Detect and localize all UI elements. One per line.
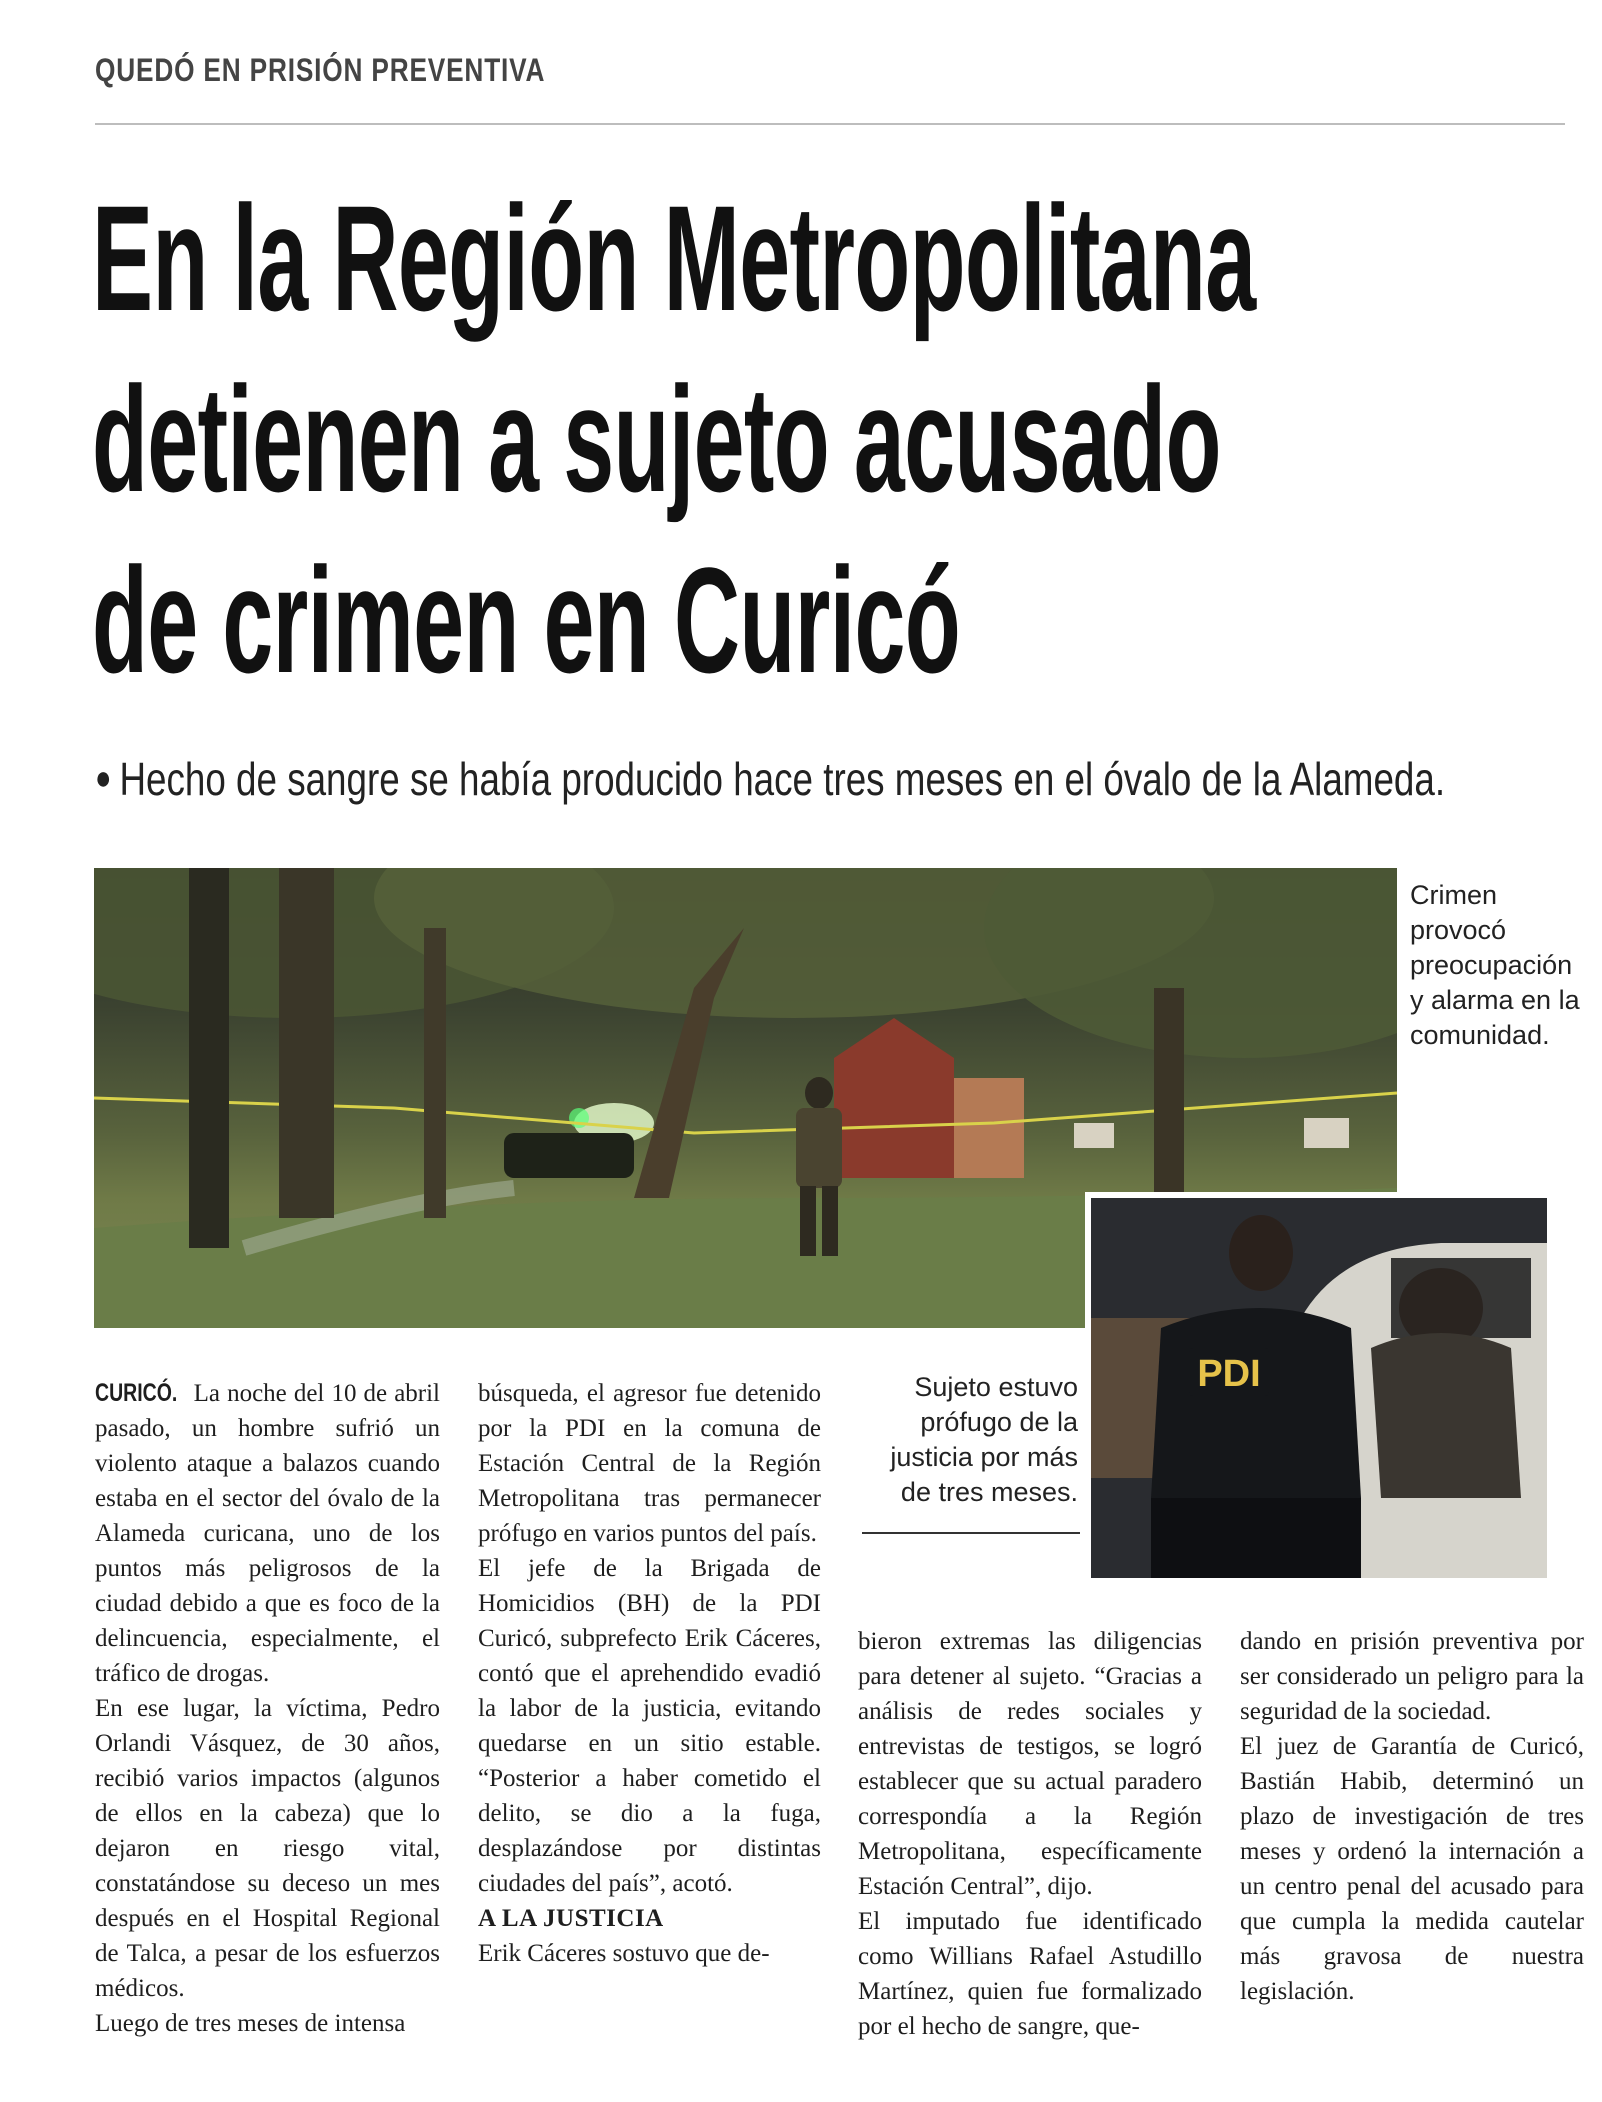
article-paragraph: El imputado fue identificado como Willians Rafael Astudillo Martínez, quien fue formalizado por el hecho de sangre, que- [858,1908,1202,2040]
article-paragraph: El jefe de la Brigada de Homicidios (BH) de la PDI Curicó, subprefecto Erik Cáceres, contó que el aprehendido evadió la labor de la justicia, evitando quedarse en un sitio estable. “Posterior a haber cometido el delito, se dio a la fuga, desplazándose por distintas ciudades del país”, acotó. [478,1555,821,1897]
headline-line-3: de crimen en Curicó [92,536,961,704]
article-paragraph: Luego de tres meses de intensa [95,2010,406,2037]
kicker: QUEDÓ EN PRISIÓN PREVENTIVA [95,52,546,88]
arrest-illustration [1091,1198,1547,1578]
subheadline [95,752,1445,806]
article-column-1 [95,1376,440,2041]
article-paragraph: dando en prisión preventiva por ser considerado un peligro para la seguridad de la sociedad. [1240,1628,1584,1725]
article-paragraph: Erik Cáceres sostuvo que de- [478,1940,770,1967]
article-paragraph: búsqueda, el agresor fue detenido por la PDI en la comuna de Estación Central de la Región Metropolitana tras permanecer prófugo en varios puntos del país. [478,1380,821,1547]
caption-rule [862,1532,1080,1534]
subheadline-text: Hecho de sangre se había producido hace tres meses en el óvalo de la Alameda. [119,753,1446,805]
article-column-2 [478,1376,821,1971]
bullet-icon: ● [95,759,112,797]
main-photo-caption: Crimen provocó preocupación y alarma en la comunidad. [1410,880,1580,1050]
article-column-4 [1240,1624,1584,2009]
vest-label: PDI [1197,1353,1261,1395]
headline-line-1: En la Región Metropolitana [92,174,1256,342]
arrest-photo [1085,1192,1553,1584]
divider [95,123,1565,125]
article-column-3 [858,1624,1202,2044]
article-paragraph: El juez de Garantía de Curicó, Bastián Habib, determinó un plazo de investigación de tres meses y ordenó la internación a un centro penal del acusado para que cumpla la medida cautelar más gravosa de nuestra legislación. [1240,1733,1584,2005]
headline-line-2: detienen a sujeto acusado [92,355,1221,523]
article-paragraph: En ese lugar, la víctima, Pedro Orlandi Vásquez, de 30 años, recibió varios impactos (algunos de ellos en la cabeza) que lo dejaron en riesgo vital, constatándose su deceso un mes después en el Hospital Regional de Talca, a pesar de los esfuerzos médicos. [95,1695,440,2002]
article-paragraph [95,1376,440,1691]
dateline: CURICÓ. [95,1379,178,1407]
paragraph-text: La noche del 10 de abril pasado, un hombre sufrió un violento ataque a balazos cuando estaba en el sector del óvalo de la Alameda curicana, uno de los puntos más peligrosos de la ciudad debido a que es foco de la delincuencia, especialmente, el tráfico de drogas. [95,1380,441,1687]
inset-photo-caption: Sujeto estuvo prófugo de la justicia por más de tres meses. [890,1372,1078,1507]
article-paragraph: bieron extremas las diligencias para detener al sujeto. “Gracias a análisis de redes sociales y entrevistas de testigos, se logró establecer que su actual paradero correspondía a la Región Metropolitana, específicamente Estación Central”, dijo. [858,1628,1202,1900]
subsection-heading: A LA JUSTICIA [478,1905,664,1932]
headline [92,168,1256,711]
